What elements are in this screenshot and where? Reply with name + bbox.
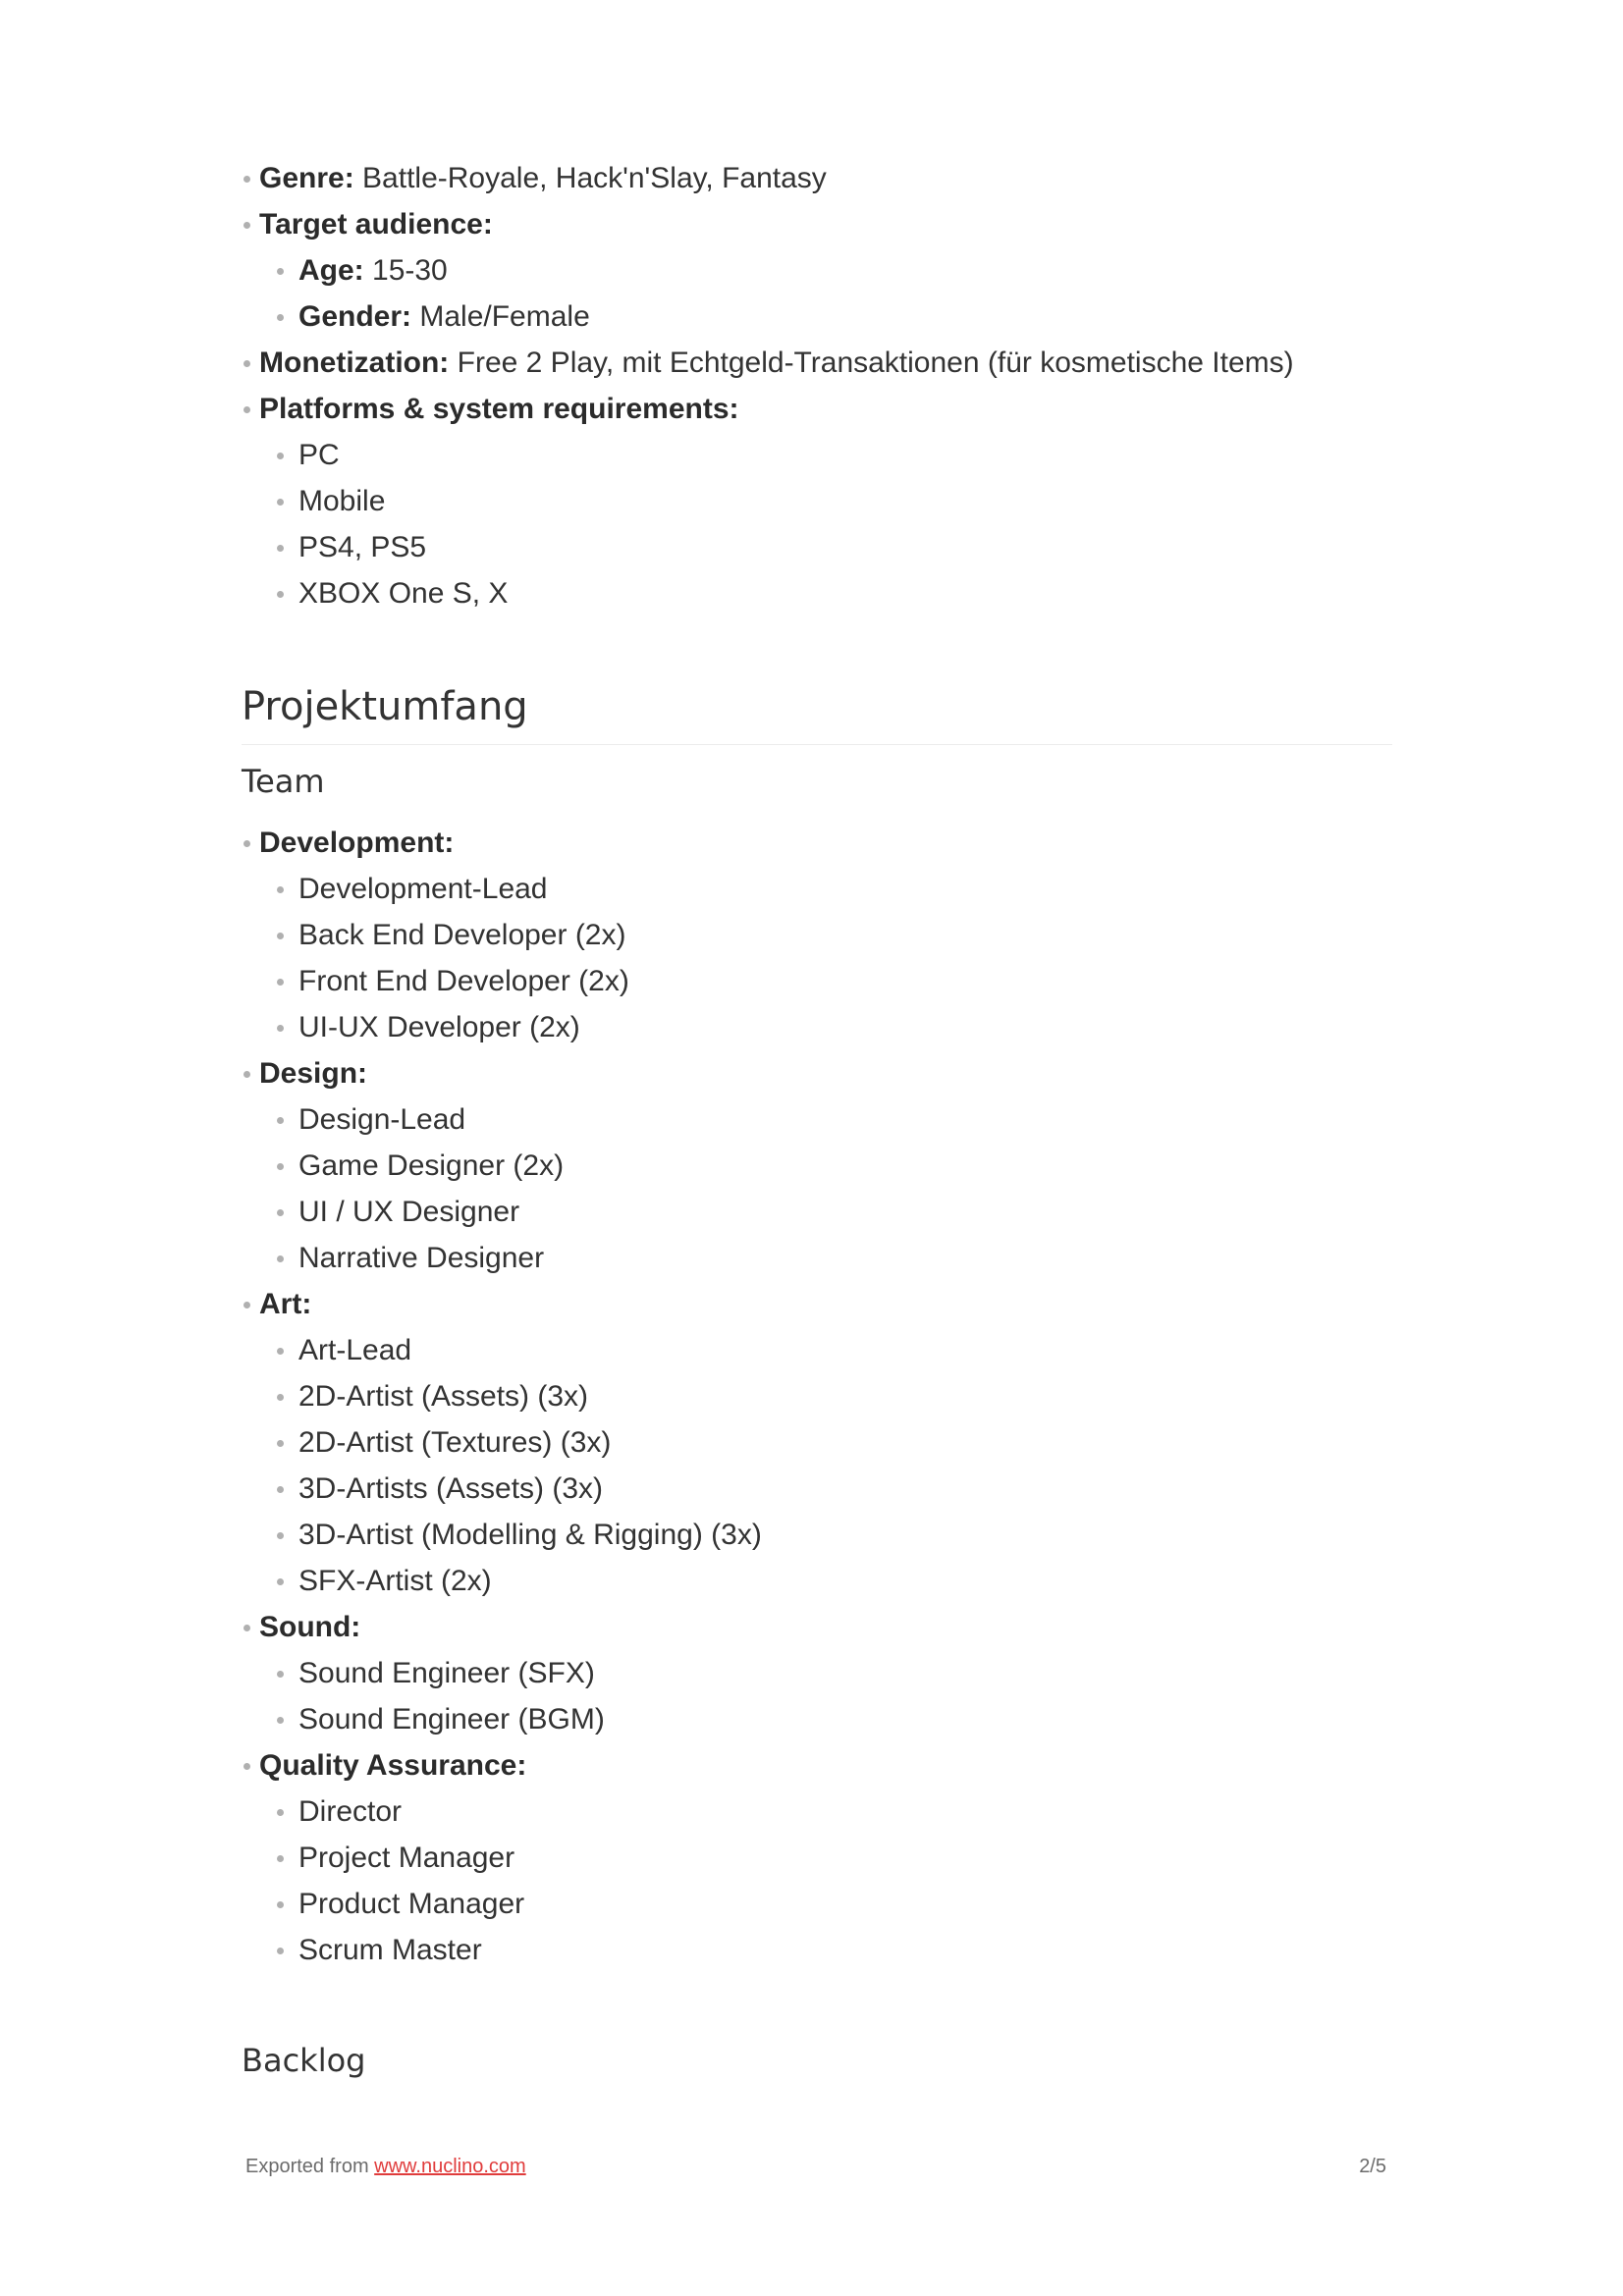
team-role <box>298 1466 1392 1512</box>
team-group-label: Sound: <box>259 1611 361 1643</box>
bullet-icon <box>277 1948 284 1954</box>
bullet-icon <box>277 1163 284 1170</box>
sub-item-label: Gender: <box>298 300 412 333</box>
team-role-list <box>298 1096 1392 1281</box>
team-role <box>298 1696 1392 1742</box>
sub-item-value: PC <box>298 439 340 471</box>
team-role-label: Game Designer (2x) <box>298 1149 565 1182</box>
page-number: 2/5 <box>1359 2156 1386 2177</box>
bullet-icon <box>277 1901 284 1908</box>
team-role-label: 2D-Artist (Textures) (3x) <box>298 1426 612 1459</box>
team-role-label: Narrative Designer <box>298 1242 545 1274</box>
sub-list-item <box>298 570 1392 616</box>
team-role-list <box>298 1327 1392 1604</box>
team-group-label: Quality Assurance: <box>259 1749 527 1782</box>
list-item <box>242 155 1392 201</box>
bullet-icon <box>277 1025 284 1032</box>
team-role <box>298 958 1392 1004</box>
team-group-label: Art: <box>259 1288 312 1320</box>
team-role-label: Project Manager <box>298 1842 515 1874</box>
team-role-label: UI / UX Designer <box>298 1196 520 1228</box>
bullet-icon <box>277 1809 284 1816</box>
team-role <box>298 1558 1392 1604</box>
bullet-icon <box>243 1071 250 1078</box>
team-group <box>242 1281 1392 1604</box>
backlog-heading: Backlog <box>242 2042 366 2079</box>
team-role-label: Front End Developer (2x) <box>298 965 629 997</box>
bullet-icon <box>243 840 250 847</box>
team-group-row <box>259 1050 1392 1096</box>
list-item-row <box>259 155 1392 201</box>
team-role <box>298 1419 1392 1466</box>
team-group <box>242 820 1392 1050</box>
team-role <box>298 1512 1392 1558</box>
item-value: Free 2 Play, mit Echtgeld-Transaktionen (für kosmetische Items) <box>449 347 1294 379</box>
item-label: Genre: <box>259 162 354 194</box>
team-role <box>298 1373 1392 1419</box>
sub-item-value: 15-30 <box>363 254 448 287</box>
team-role-label: 2D-Artist (Assets) (3x) <box>298 1380 589 1413</box>
team-role-label: SFX-Artist (2x) <box>298 1565 492 1597</box>
bullet-icon <box>243 1625 250 1631</box>
team-role-label: Back End Developer (2x) <box>298 919 626 951</box>
spacer <box>242 745 1392 757</box>
intro-list <box>242 155 1392 616</box>
team-role <box>298 1096 1392 1143</box>
bullet-icon <box>277 499 284 506</box>
bullet-icon <box>277 453 284 459</box>
team-role-label: 3D-Artists (Assets) (3x) <box>298 1472 604 1505</box>
team-group-label: Design: <box>259 1057 368 1090</box>
spacer <box>242 806 1392 820</box>
team-group <box>242 1604 1392 1742</box>
team-role <box>298 1650 1392 1696</box>
team-role-label: Director <box>298 1795 403 1828</box>
bullet-icon <box>277 1117 284 1124</box>
team-group-row <box>259 820 1392 866</box>
list-item <box>242 201 1392 340</box>
item-label: Platforms & system requirements: <box>259 393 739 425</box>
team-role-label: Scrum Master <box>298 1934 482 1966</box>
team-group <box>242 1742 1392 1973</box>
sub-list-item <box>298 478 1392 524</box>
team-role <box>298 912 1392 958</box>
team-heading: Team <box>242 763 325 800</box>
sub-list <box>298 247 1392 340</box>
sub-item-value: PS4, PS5 <box>298 531 427 563</box>
team-role-list <box>298 866 1392 1050</box>
team-role <box>298 1235 1392 1281</box>
sub-item-value: XBOX One S, X <box>298 577 509 610</box>
sub-item-value: Mobile <box>298 485 386 517</box>
sub-list-item <box>298 524 1392 570</box>
team-list <box>242 820 1392 1973</box>
bullet-icon <box>277 1440 284 1447</box>
bullet-icon <box>277 1717 284 1724</box>
sub-list-item <box>298 432 1392 478</box>
bullet-icon <box>277 979 284 986</box>
team-role <box>298 1927 1392 1973</box>
footer-link[interactable]: www.nuclino.com <box>374 2156 526 2177</box>
item-label: Target audience: <box>259 208 493 240</box>
item-value: Battle-Royale, Hack'n'Slay, Fantasy <box>353 162 827 194</box>
sub-list-item <box>298 247 1392 294</box>
team-group <box>242 1050 1392 1281</box>
bullet-icon <box>243 406 250 413</box>
bullet-icon <box>277 1578 284 1585</box>
bullet-icon <box>243 1763 250 1770</box>
team-role <box>298 1189 1392 1235</box>
document-body <box>242 155 1392 2085</box>
team-group-row <box>259 1281 1392 1327</box>
team-role-label: UI-UX Developer (2x) <box>298 1011 580 1043</box>
spacer <box>242 1973 1392 2036</box>
spacer <box>242 616 1392 679</box>
footer-prefix: Exported from <box>245 2156 375 2177</box>
list-item <box>242 340 1392 386</box>
team-role-list <box>298 1789 1392 1973</box>
sub-item-label: Age: <box>298 254 364 287</box>
team-group-row <box>259 1742 1392 1789</box>
sub-list-item <box>298 294 1392 340</box>
list-item-row <box>259 201 1392 247</box>
bullet-icon <box>277 545 284 552</box>
team-role-label: Sound Engineer (SFX) <box>298 1657 595 1689</box>
team-role-label: 3D-Artist (Modelling & Rigging) (3x) <box>298 1519 762 1551</box>
bullet-icon <box>243 1302 250 1308</box>
team-role-label: Development-Lead <box>298 873 548 905</box>
team-group-label: Development: <box>259 827 455 859</box>
bullet-icon <box>277 314 284 321</box>
list-item-row <box>259 340 1392 386</box>
team-role <box>298 1327 1392 1373</box>
bullet-icon <box>277 1348 284 1355</box>
bullet-icon <box>243 222 250 229</box>
bullet-icon <box>277 268 284 275</box>
bullet-icon <box>277 1671 284 1678</box>
team-role <box>298 1004 1392 1050</box>
page-footer <box>245 2156 1386 2178</box>
bullet-icon <box>277 1486 284 1493</box>
bullet-icon <box>277 886 284 893</box>
team-role <box>298 1881 1392 1927</box>
team-role-list <box>298 1650 1392 1742</box>
bullet-icon <box>243 360 250 367</box>
bullet-icon <box>277 591 284 598</box>
bullet-icon <box>277 1209 284 1216</box>
sub-item-value: Male/Female <box>411 300 590 333</box>
bullet-icon <box>277 1532 284 1539</box>
item-label: Monetization: <box>259 347 450 379</box>
bullet-icon <box>277 1255 284 1262</box>
team-role-label: Sound Engineer (BGM) <box>298 1703 605 1735</box>
sub-list <box>298 432 1392 616</box>
team-role <box>298 1789 1392 1835</box>
team-group-row <box>259 1604 1392 1650</box>
bullet-icon <box>277 933 284 939</box>
bullet-icon <box>277 1394 284 1401</box>
list-item <box>242 386 1392 616</box>
bullet-icon <box>243 176 250 183</box>
team-role <box>298 1835 1392 1881</box>
team-role-label: Art-Lead <box>298 1334 412 1366</box>
team-role-label: Design-Lead <box>298 1103 466 1136</box>
team-role <box>298 866 1392 912</box>
team-role-label: Product Manager <box>298 1888 525 1920</box>
team-role <box>298 1143 1392 1189</box>
section-title: Projektumfang <box>242 679 1392 745</box>
bullet-icon <box>277 1855 284 1862</box>
list-item-row <box>259 386 1392 432</box>
